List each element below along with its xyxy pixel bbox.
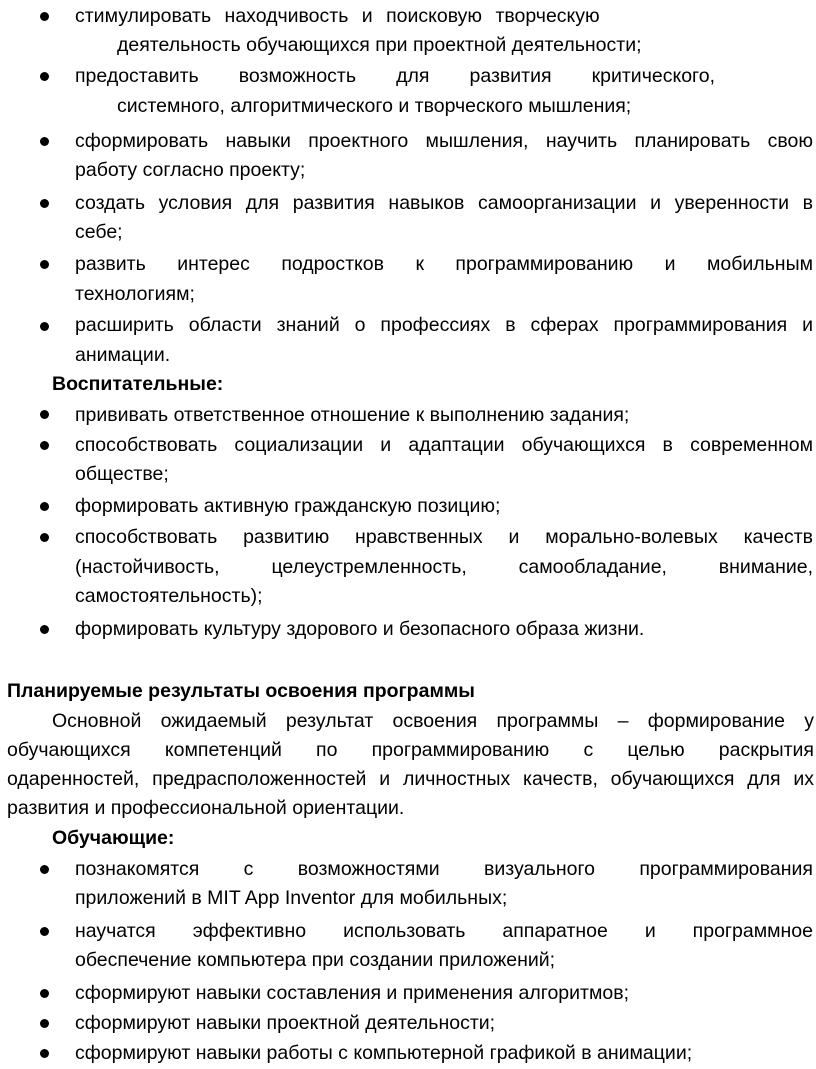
list-item-line: сформируют навыки работы с компьютерной графикой в анимации; — [75, 1042, 693, 1064]
list-item-line: создать условия для развития навыков самоорганизации и уверенности в — [75, 192, 813, 214]
list-item-line: развить интерес подростков к программированию и мобильным — [75, 253, 813, 275]
list-item-line: сформировать навыки проектного мышления, научить планировать свою — [75, 130, 813, 152]
list-item-line: приложений в MIT App Inventor для мобильных; — [75, 887, 508, 909]
list-item-line: прививать ответственное отношение к выполнению задания; — [75, 404, 630, 426]
list-item-line: познакомятся с возможностями визуального программирования — [75, 858, 813, 880]
bullet-marker — [40, 533, 49, 542]
list-item-line: сформируют навыки составления и применения алгоритмов; — [75, 982, 629, 1004]
list-item-line: научатся эффективно использовать аппаратное и программное — [75, 920, 813, 942]
list-item-line: формировать культуру здорового и безопасного образа жизни. — [75, 618, 645, 640]
list-item-line: способствовать развитию нравственных и морально-волевых качеств — [75, 526, 813, 548]
bullet-marker — [40, 137, 49, 146]
bullet-marker — [40, 12, 49, 21]
bullet-marker — [40, 441, 49, 450]
paragraph-line: обучающихся компетенций по программированию с целью раскрытия — [7, 739, 814, 761]
list-item-line: расширить области знаний о профессиях в сферах программирования и — [75, 314, 813, 336]
list-item-line: самостоятельность); — [75, 585, 263, 607]
bullet-marker — [40, 625, 49, 634]
paragraph-line: развития и профессиональной ориентации. — [7, 797, 405, 819]
bullet-marker — [40, 1019, 49, 1028]
bullet-marker — [40, 322, 49, 331]
list-item-line: (настойчивость, целеустремленность, самообладание, внимание, — [75, 556, 813, 578]
list-item-line: обеспечение компьютера при создании приложений; — [75, 949, 556, 971]
bullet-marker — [40, 72, 49, 81]
bullet-marker — [40, 927, 49, 936]
paragraph-line: Основной ожидаемый результат освоения программы – формирование у — [52, 710, 814, 732]
list-item-line: предоставить возможность для развития критического, — [75, 65, 715, 87]
list-item-line: системного, алгоритмического и творческого мышления; — [117, 95, 632, 117]
bullet-marker — [40, 1049, 49, 1058]
bullet-marker — [40, 410, 49, 419]
bullet-marker — [40, 865, 49, 874]
bullet-marker — [40, 502, 49, 511]
section-heading-educational: Воспитательные: — [52, 373, 224, 395]
paragraph-line: одаренностей, предрасположенностей и личностных качеств, обучающихся для их — [7, 768, 814, 790]
list-item-line: деятельность обучающихся при проектной деятельности; — [117, 34, 642, 56]
list-item-line: способствовать социализации и адаптации обучающихся в современном — [75, 434, 813, 456]
list-item-line: формировать активную гражданскую позицию; — [75, 495, 501, 517]
list-item-line: себе; — [75, 221, 123, 243]
list-item-line: технологиям; — [75, 283, 195, 305]
list-item-line: работу согласно проекту; — [75, 159, 306, 181]
list-item-line: анимации. — [75, 344, 171, 366]
section-heading-learning: Обучающие: — [52, 827, 175, 849]
list-item-line: сформируют навыки проектной деятельности; — [75, 1012, 496, 1034]
bullet-marker — [40, 260, 49, 269]
bullet-marker — [40, 989, 49, 998]
bullet-marker — [40, 199, 49, 208]
list-item-line: стимулировать находчивость и поисковую творческую — [75, 5, 600, 27]
list-item-line: обществе; — [75, 463, 169, 485]
section-heading-results: Планируемые результаты освоения программы — [7, 680, 475, 702]
